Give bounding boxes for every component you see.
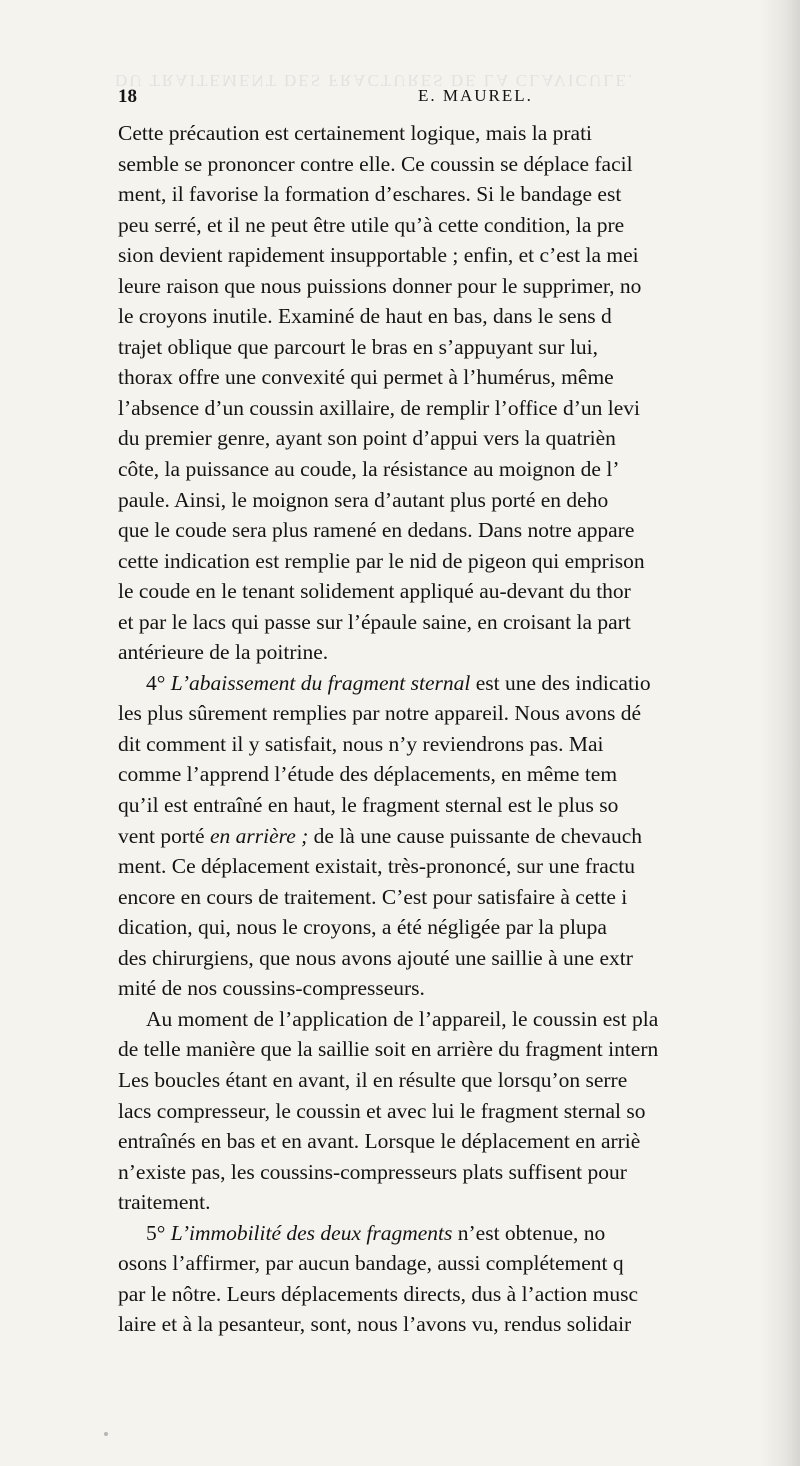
text-line: dit comment il y satisfait, nous n’y reviendrons pas. Mai [118, 731, 604, 756]
text-line: ment, il favorise la formation d’eschares. Si le bandage est [118, 182, 622, 207]
text-line: trajet oblique que parcourt le bras en s’appuyant sur lui, [118, 334, 599, 359]
section-number: 5° [146, 1220, 171, 1245]
text-line: traitement. [118, 1190, 211, 1215]
text-line: du premier genre, ayant son point d’appui vers la quatrièn [118, 426, 616, 451]
text-line: lacs compresseur, le coussin et avec lui le fragment sternal so [118, 1098, 646, 1123]
text-line: mité de nos coussins-compresseurs. [118, 976, 425, 1001]
text-line: dication, qui, nous le croyons, a été négligée par la plupa [118, 915, 607, 940]
text-line: thorax offre une convexité qui permet à l’humérus, même [118, 365, 614, 390]
text-line-section-4 [118, 668, 800, 699]
text-line: côte, la puissance au coude, la résistance au moignon de l’ [118, 457, 620, 482]
text-run: de là une cause puissante de chevauch [308, 823, 642, 848]
running-head: E. MAUREL. [418, 86, 533, 105]
text-line: sion devient rapidement insupportable ; enfin, et c’est la mei [118, 243, 639, 268]
text-line: Cette précaution est certainement logique, mais la prati [118, 121, 593, 145]
section-number: 4° [146, 670, 171, 695]
text-line-italic-phrase [118, 821, 800, 852]
text-line: laire et à la pesanteur, sont, nous l’avons vu, rendus solidair [118, 1312, 632, 1337]
italic-phrase: en arrière ; [209, 823, 309, 848]
body-text [118, 118, 800, 1428]
text-line-section-5 [118, 1218, 800, 1249]
bleed-through-text: DU TRAITEMENT DES FRACTURES DE LA CLAVICULE. [115, 71, 635, 90]
text-line: et par le lacs qui passe sur l’épaule saine, en croisant la part [118, 609, 631, 634]
text-line: le coude en le tenant solidement appliqué au-devant du thor [118, 579, 631, 604]
text-line: cette indication est remplie par le nid de pigeon qui emprison [118, 548, 645, 573]
text-line: antérieure de la poitrine. [118, 640, 329, 665]
page-number: 18 [118, 86, 137, 107]
scan-speck [104, 1432, 108, 1436]
text-line: osons l’affirmer, par aucun bandage, aussi complétement q [118, 1251, 624, 1276]
text-line: les plus sûrement remplies par notre appareil. Nous avons dé [118, 701, 642, 726]
text-line: l’absence d’un coussin axillaire, de remplir l’office d’un levi [118, 395, 640, 420]
text-line: des chirurgiens, que nous avons ajouté une saillie à une extr [118, 945, 633, 970]
text-line: de telle manière que la saillie soit en arrière du fragment intern [118, 1037, 659, 1062]
text-line: encore en cours de traitement. C’est pour satisfaire à cette i [118, 884, 628, 909]
text-line: que le coude sera plus ramené en dedans. Dans notre appare [118, 518, 635, 543]
text-line: Les boucles étant en avant, il en résulte que lorsqu’on serre [118, 1067, 628, 1092]
text-line: peu serré, et il ne peut être utile qu’à cette condition, la pre [118, 212, 625, 237]
text-line-paragraph-start: Au moment de l’application de l’appareil, le coussin est pla [146, 1006, 659, 1031]
text-line: n’existe pas, les coussins-compresseurs plats suffisent pour [118, 1159, 627, 1184]
text-line: paule. Ainsi, le moignon sera d’autant plus porté en deho [118, 487, 609, 512]
text-line: ment. Ce déplacement existait, très-prononcé, sur une fractu [118, 854, 635, 879]
page-header [118, 86, 800, 114]
text-run: est une des indicatio [470, 670, 651, 695]
text-line: semble se prononcer contre elle. Ce coussin se déplace facil [118, 151, 633, 176]
text-run: vent porté [118, 823, 210, 848]
text-line: comme l’apprend l’étude des déplacements, en même tem [118, 762, 618, 787]
text-line: par le nôtre. Leurs déplacements directs, dus à l’action musc [118, 1281, 638, 1306]
text-line: le croyons inutile. Examiné de haut en bas, dans le sens d [118, 304, 612, 329]
italic-heading: L’abaissement du fragment sternal [170, 670, 471, 695]
text-line: entraînés en bas et en avant. Lorsque le déplacement en arriè [118, 1129, 641, 1154]
text-line: qu’il est entraîné en haut, le fragment sternal est le plus so [118, 793, 619, 818]
text-run: n’est obtenue, no [452, 1220, 606, 1245]
text-line: leure raison que nous puissions donner pour le supprimer, no [118, 273, 642, 298]
italic-heading: L’immobilité des deux fragments [170, 1220, 453, 1245]
